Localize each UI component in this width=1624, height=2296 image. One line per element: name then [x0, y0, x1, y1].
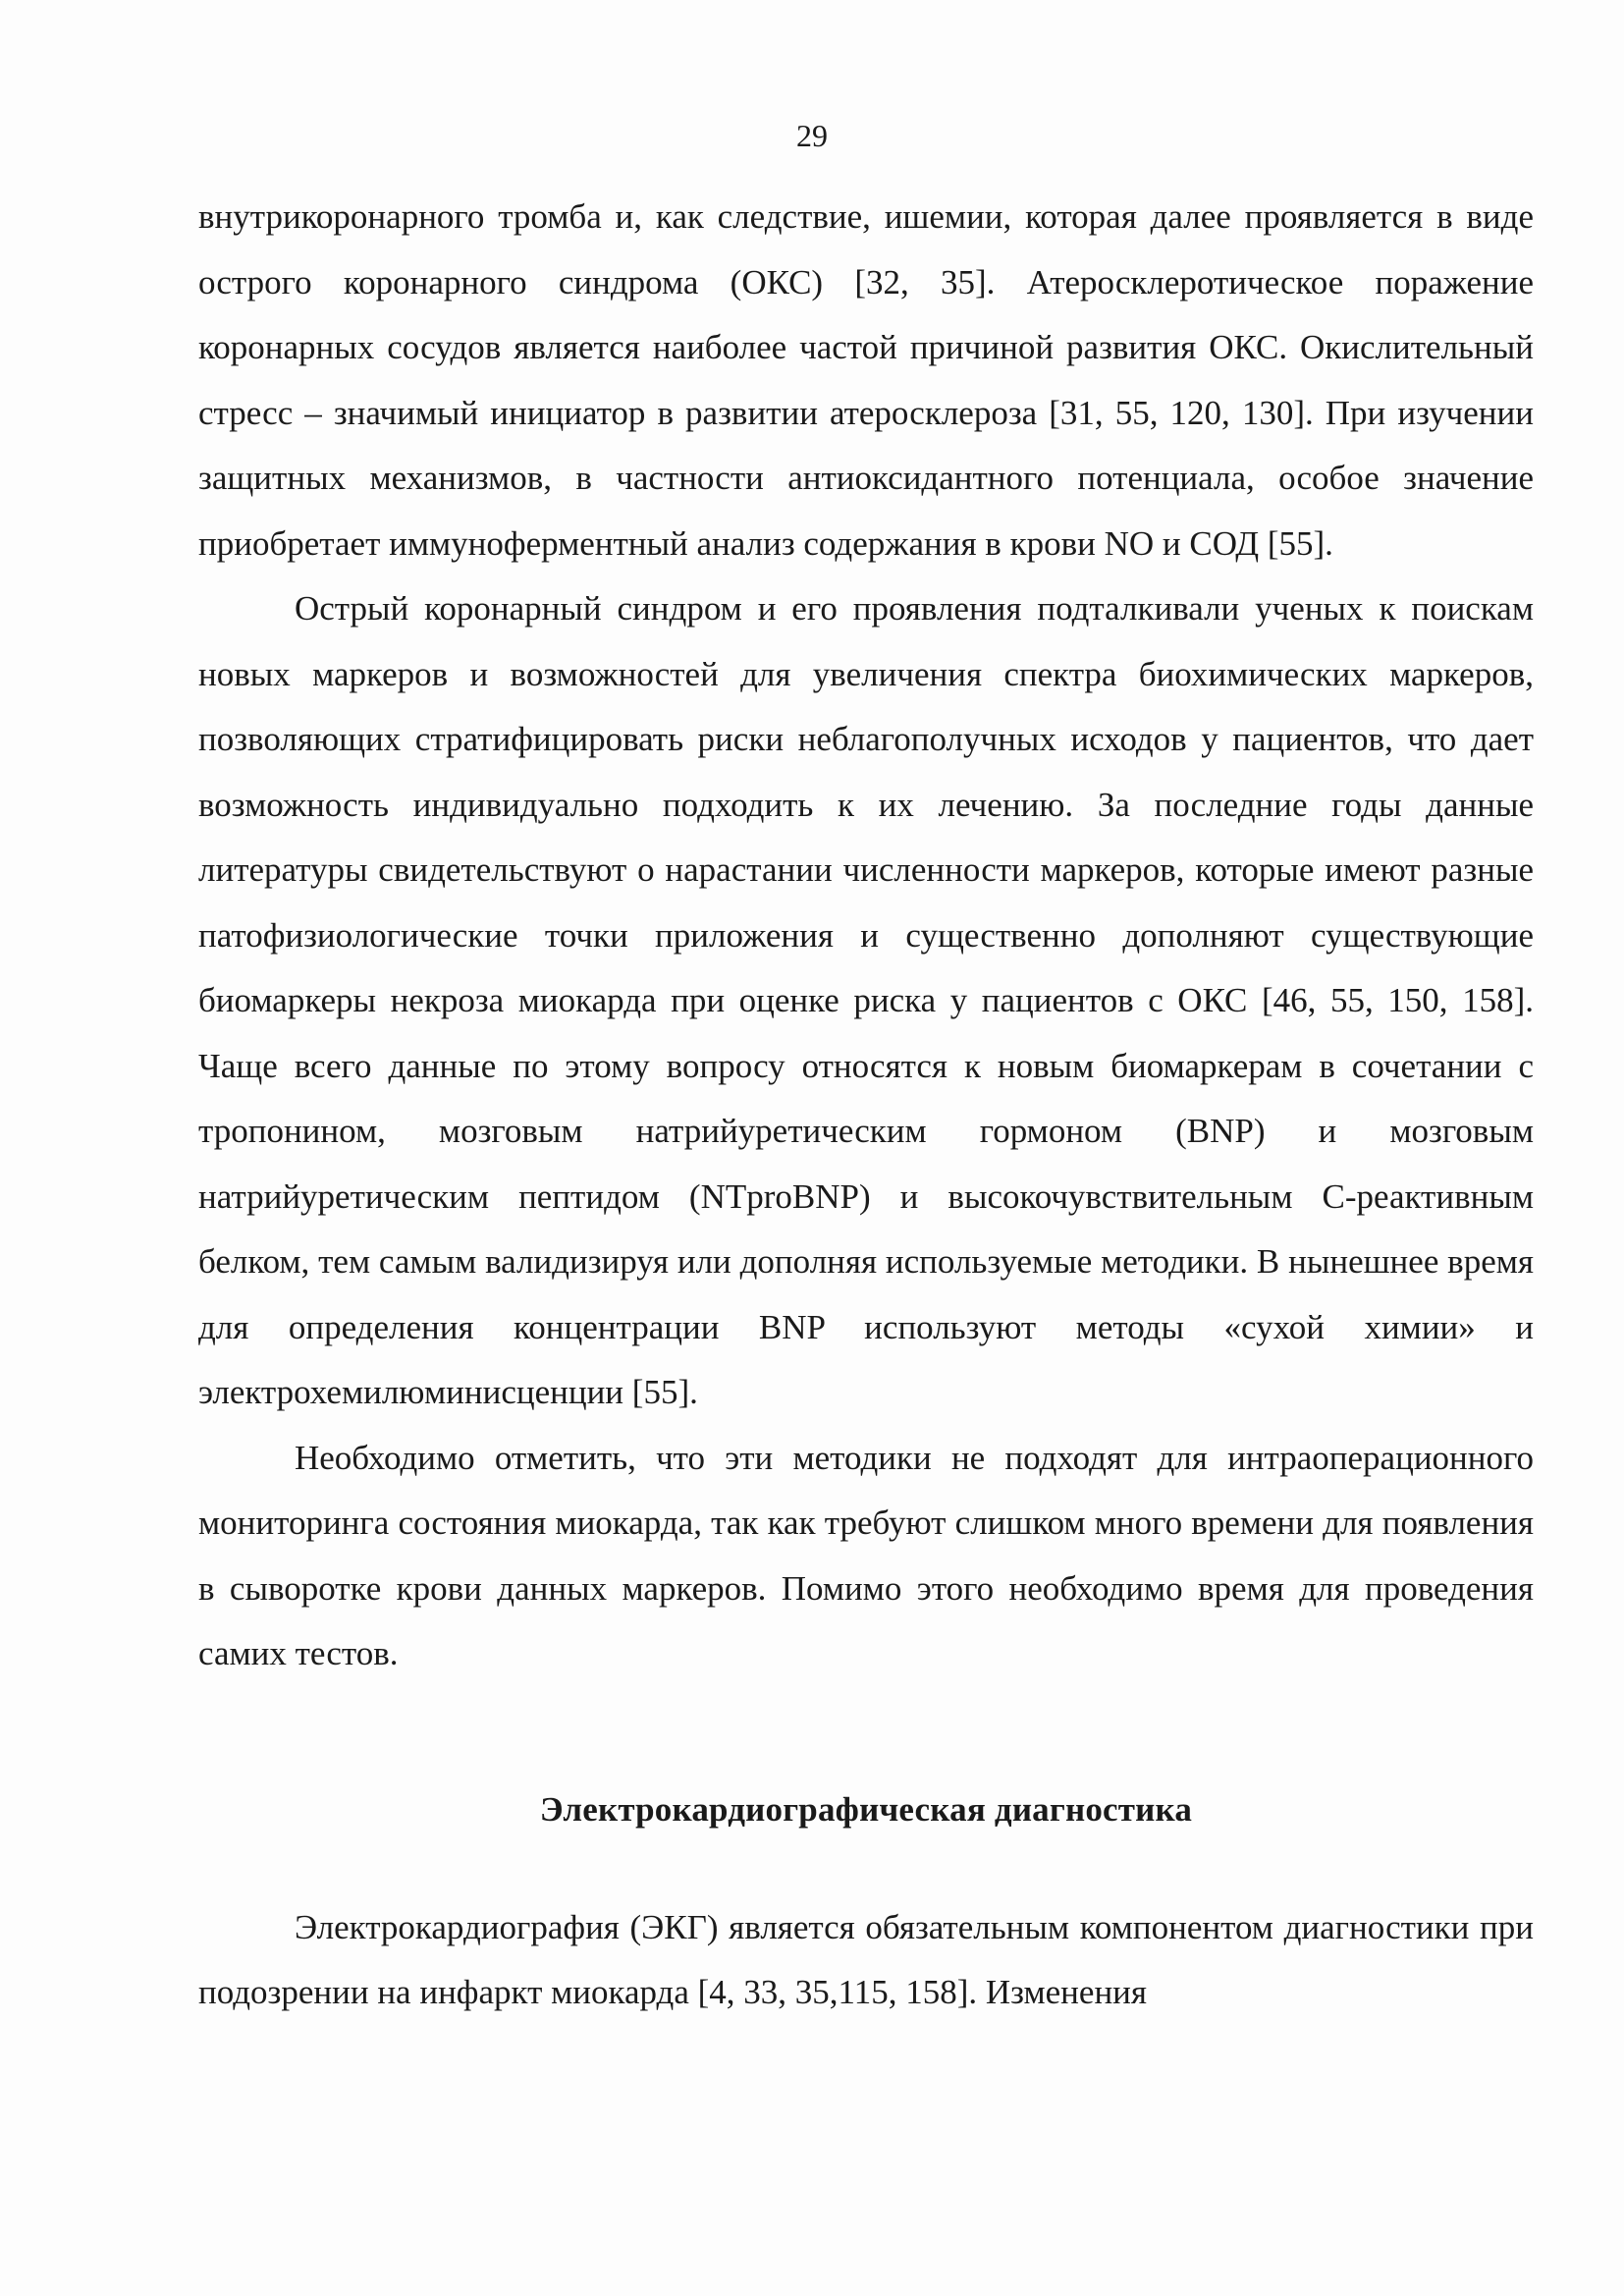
section-heading: Электрокардиографическая диагностика: [539, 1789, 1193, 1829]
paragraph-acs-markers: Острый коронарный синдром и его проявления подталкивали ученых к поискам новых маркеров и возможностей для увеличения спектра биохимических маркеров, позволяющих стратифицировать риски неблагополучных исходов у пациентов, что дает возможность индивидуально подходить к их лечению. За последние годы данные литературы свидетельствуют о нарастании численности маркеров, которые имеют разные патофизиологические точки приложения и существенно дополняют существующие биомаркеры некроза миокарда при оценке риска у пациентов с ОКС [46, 55, 150, 158]. Чаще всего данные по этому вопросу относятся к новым биомаркерам в сочетании с тропонином, мозговым натрийуретическим гормоном (BNP) и мозговым натрийуретическим пептидом (NTproBNP) и высокочувствительным С-реактивным белком, тем самым валидизируя или дополняя используемые методики. В нынешнее время для определения концентрации BNP используют методы «сухой химии» и электрохемилюминисценции [55].: [198, 589, 1534, 1411]
paragraph-continuation: внутрикоронарного тромба и, как следствие, ишемии, которая далее проявляется в виде острого коронарного синдрома (ОКС) [32, 35]. Атеросклеротическое поражение коронарных сосудов является наиболее частой причиной развития ОКС. Окислительный стресс – значимый инициатор в развитии атеросклероза [31, 55, 120, 130]. При изучении защитных механизмов, в частности антиоксидантного потенциала, особое значение приобретает иммуноферментный анализ содержания в крови NO и СОД [55].: [198, 197, 1534, 563]
paragraph-ecg: Электрокардиография (ЭКГ) является обязательным компонентом диагностики при подозрении на инфаркт миокарда [4, 33, 35,115, 158]. Изменения: [198, 1907, 1534, 2011]
page-number: 29: [796, 118, 828, 153]
paragraph-methods-limitation: Необходимо отметить, что эти методики не подходят для интраоперационного мониторинга состояния миокарда, так как требуют слишком много времени для появления в сыворотке крови данных маркеров. Помимо этого необходимо время для проведения самих тестов.: [198, 1438, 1534, 1672]
page-body: [198, 185, 1534, 2026]
